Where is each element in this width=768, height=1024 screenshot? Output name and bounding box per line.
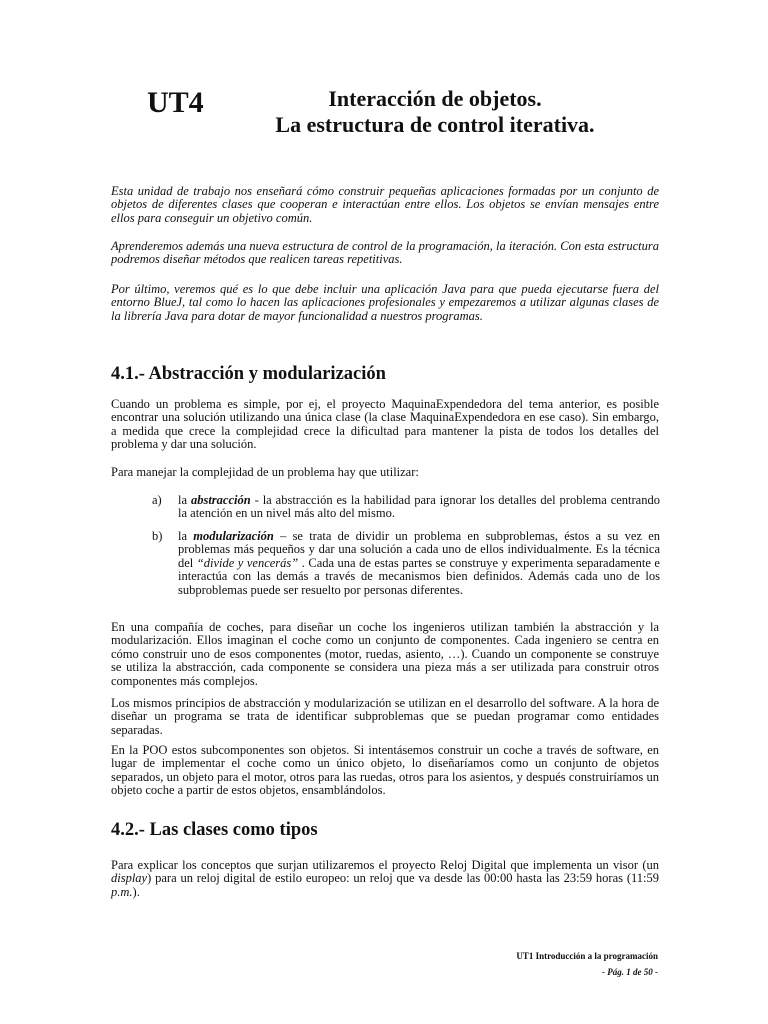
section-heading-4-2: 4.2.- Las clases como tipos xyxy=(111,820,318,840)
section-heading-4-1: 4.1.- Abstracción y modularización xyxy=(111,364,386,384)
footer-page-number: - Pág. 1 de 50 - xyxy=(602,967,658,977)
quote-divide-y-venceras: “divide y vencerás” xyxy=(196,555,299,570)
section1-paragraph-3: En una compañía de coches, para diseñar un coche los ingenieros utilizan también la abstracción y la modularización. Ellos imaginan el coche como un conjunto de componentes. Cada ingeniero se centra en cómo construir uno de esos componentes (motor, ruedas, asiento, …). Cuando un componente se construye se utiliza la abstracción, cada componente se considera una pieza más a ser utilizada para construir otros componentes más complejos. xyxy=(111,620,659,688)
section1-paragraph-2: Para manejar la complejidad de un problema hay que utilizar: xyxy=(111,465,419,479)
term-modularizacion: modularización xyxy=(193,529,274,543)
footer-course: UT1 Introducción a la programación xyxy=(516,951,658,961)
title-line-2: La estructura de control iterativa. xyxy=(275,112,595,137)
term-abstraccion: abstracción xyxy=(190,493,251,507)
section1-paragraph-4: Los mismos principios de abstracción y modularización se utilizan en el desarrollo del software. A la hora de diseñar un programa se trata de identificar subproblemas que se puedan programar como entidades separadas. xyxy=(111,696,659,737)
unit-label: UT4 xyxy=(147,86,204,119)
intro-paragraph-2: Aprenderemos además una nueva estructura de control de la programación, la iteración. Con esta estructura podremos diseñar métodos que realicen tareas repetitivas. xyxy=(111,239,659,267)
page-title xyxy=(230,86,640,138)
section1-paragraph-1: Cuando un problema es simple, por ej, el proyecto MaquinaExpendedora del tema anterior, es posible encontrar una solución utilizando una única clase (la clase MaquinaExpendedora en ese caso). Sin embargo, a medida que crece la complejidad crece la dificultad para mantener la pista de todos los detalles del problema y dar una solución. xyxy=(111,397,659,452)
section2-paragraph-1: Para explicar los conceptos que surjan utilizaremos el proyecto Reloj Digital que implementa un visor (un display) para un reloj digital de estilo europeo: un reloj que va desde las 00:00 hasta las 23:59 horas (11:59 p.m.). xyxy=(111,858,659,899)
intro-paragraph-3: Por último, veremos qué es lo que debe incluir una aplicación Java para que pueda ejecutarse fuera del entorno BlueJ, tal como lo hacen las aplicaciones profesionales y empezaremos a utilizar algunas clases de la librería Java para dotar de mayor funcionalidad a nuestros programas. xyxy=(111,282,659,323)
list-marker: b) xyxy=(152,529,163,543)
list-item-abstraccion: a) la abstracción - la abstracción es la habilidad para ignorar los detalles del problema centrando la atención en un nivel más alto del mismo. xyxy=(152,493,660,521)
section1-paragraph-5: En la POO estos subcomponentes son objetos. Si intentásemos construir un coche a través de software, en lugar de implementar el coche como un único objeto, lo diseñaríamos como un conjunto de objetos separados, un objeto para el motor, otros para las ruedas, otros para los asientos, y después construiríamos un objeto coche a partir de estos objetos, ensamblándolos. xyxy=(111,743,659,798)
list-marker: a) xyxy=(152,493,162,507)
list-item-modularizacion: b) la modularización – se trata de dividir un problema en subproblemas, éstos a su vez en problemas más pequeños y dar una solución a cada uno de ellos individualmente. Es la técnica del “divide y vencerás” . Cada una de estas partes se construye y experimenta separadamente e interactúa con las demás a través de mecanismos bien definidos. Además cada uno de los subproblemas puede ser resuelto por personas diferentes. xyxy=(152,529,660,597)
title-line-1: Interacción de objetos. xyxy=(328,86,542,111)
intro-paragraph-1: Esta unidad de trabajo nos enseñará cómo construir pequeñas aplicaciones formadas por un conjunto de objetos de diferentes clases que cooperan e interactúan entre ellos. Los objetos se envían mensajes entre ellos para conseguir un objetivo común. xyxy=(111,184,659,225)
